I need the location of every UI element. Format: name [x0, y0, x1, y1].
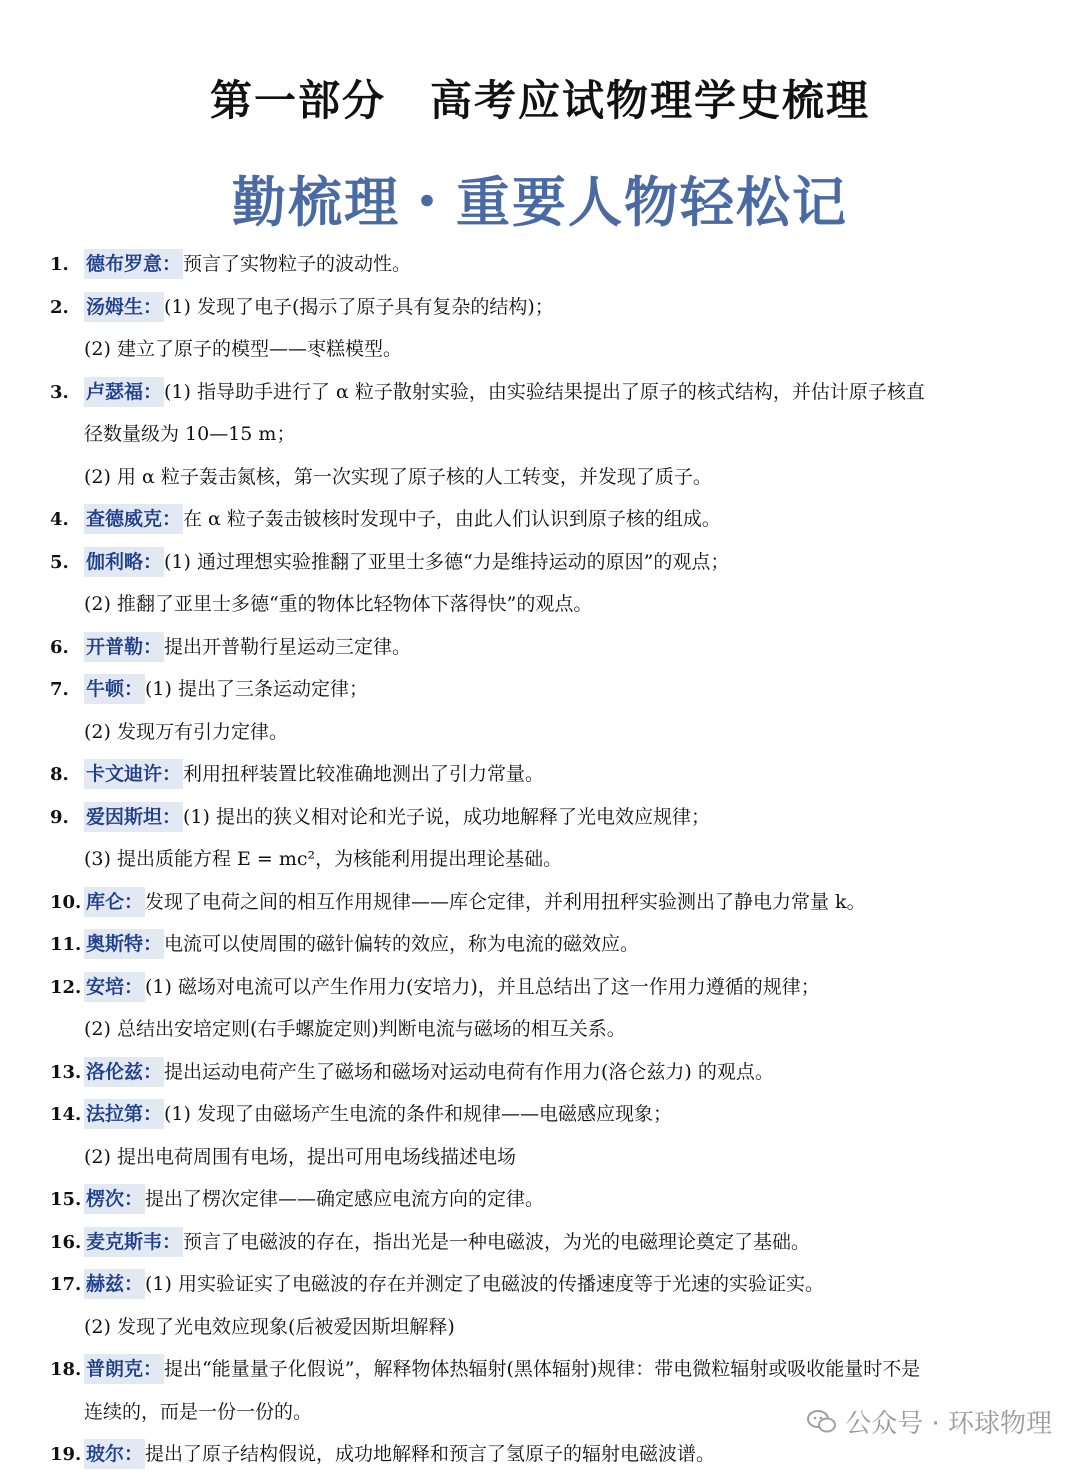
item-number: 1.	[50, 254, 69, 275]
physicist-name: 普朗克：	[84, 1354, 164, 1384]
physicist-name: 库仑：	[84, 887, 145, 917]
physicist-name: 赫兹：	[84, 1269, 145, 1299]
item-text: (3) 提出质能方程 E = mc²，为核能利用提出理论基础。	[84, 848, 563, 870]
item-text: (1) 发现了电子(揭示了原子具有复杂的结构)；	[164, 295, 554, 318]
item-text: 发现了电荷之间的相互作用规律——库仑定律，并利用扭秤实验测出了静电力常量 k。	[145, 890, 866, 913]
item-number: 5.	[50, 551, 69, 573]
item-text: (1) 通过理想实验推翻了亚里士多德“力是维持运动的原因”的观点；	[164, 550, 730, 573]
item-text: 预言了实物粒子的波动性。	[183, 253, 412, 275]
list-item	[50, 1093, 1040, 1136]
item-text: 提出了原子结构假说，成功地解释和预言了氢原子的辐射电磁波谱。	[145, 1443, 716, 1465]
item-number: 4.	[50, 509, 69, 530]
watermark	[807, 1403, 1052, 1440]
list-item-continuation	[50, 1136, 1040, 1179]
list-item-continuation	[50, 711, 1040, 754]
item-text: (2) 发现万有引力定律。	[84, 720, 288, 743]
wechat-icon	[807, 1409, 837, 1435]
physicist-name: 楞次：	[84, 1184, 145, 1214]
physicist-name: 麦克斯韦：	[84, 1227, 183, 1257]
item-number: 13.	[50, 1061, 82, 1083]
list-item	[50, 286, 1040, 329]
item-text: (1) 用实验证实了电磁波的存在并测定了电磁波的传播速度等于光速的实验证实。	[145, 1273, 824, 1295]
physicist-name: 查德威克：	[84, 504, 183, 534]
list-item	[50, 626, 1040, 669]
list-item-continuation	[50, 583, 1040, 626]
physicist-name: 汤姆生：	[84, 292, 164, 322]
physicist-name: 牛顿：	[84, 674, 145, 704]
item-number: 3.	[50, 381, 69, 403]
physicist-name: 爱因斯坦：	[84, 802, 183, 832]
physicist-name: 卡文迪许：	[84, 759, 183, 789]
physicist-name: 德布罗意：	[84, 249, 183, 279]
item-text: (1) 提出的狭义相对论和光子说，成功地解释了光电效应规律；	[183, 805, 710, 828]
item-text: 利用扭秤装置比较准确地测出了引力常量。	[183, 763, 545, 785]
list-item	[50, 966, 1040, 1009]
item-number: 10.	[50, 891, 82, 913]
item-number: 17.	[50, 1274, 82, 1295]
page-title: 第一部分 高考应试物理学史梳理	[209, 76, 870, 125]
item-number: 15.	[50, 1189, 82, 1210]
physicist-name: 法拉第：	[84, 1099, 164, 1129]
item-text: (2) 总结出安培定则(右手螺旋定则)判断电流与磁场的相互关系。	[84, 1018, 626, 1040]
item-text: (2) 建立了原子的模型——枣糕模型。	[84, 338, 402, 360]
item-text: 径数量级为 10—15 m；	[84, 423, 296, 445]
physicist-list	[50, 243, 1040, 1476]
list-item	[50, 498, 1040, 541]
list-item-continuation	[50, 413, 1040, 456]
item-text: (1) 磁场对电流可以产生作用力(安培力)，并且总结出了这一作用力遵循的规律；	[145, 975, 820, 998]
item-text: (1) 提出了三条运动定律；	[145, 678, 368, 700]
list-item	[50, 753, 1040, 796]
item-number: 16.	[50, 1231, 82, 1253]
item-text: 提出了楞次定律——确定感应电流方向的定律。	[145, 1188, 545, 1210]
item-number: 6.	[50, 636, 69, 658]
item-text: (2) 用 α 粒子轰击氮核，第一次实现了原子核的人工转变，并发现了质子。	[84, 465, 712, 488]
physicist-name: 开普勒：	[84, 632, 164, 662]
list-item-continuation	[50, 328, 1040, 371]
list-item	[50, 1348, 1040, 1391]
list-item	[50, 371, 1040, 414]
watermark-text: 公众号 · 环球物理	[845, 1409, 1052, 1439]
list-item	[50, 1178, 1040, 1221]
section-subtitle: 勤梳理・重要人物轻松记	[232, 171, 848, 234]
item-text: 电流可以使周围的磁针偏转的效应，称为电流的磁效应。	[164, 933, 640, 955]
item-text: 提出“能量量子化假说”，解释物体热辐射(黑体辐射)规律：带电微粒辐射或吸收能量时不是	[164, 1358, 921, 1380]
item-number: 7.	[50, 679, 69, 700]
item-number: 19.	[50, 1444, 82, 1465]
physicist-name: 奥斯特：	[84, 929, 164, 959]
item-number: 8.	[50, 764, 69, 785]
physicist-name: 卢瑟福：	[84, 377, 164, 407]
list-item	[50, 881, 1040, 924]
list-item	[50, 668, 1040, 711]
item-text: 连续的，而是一份一份的。	[84, 1400, 313, 1423]
list-item-continuation	[50, 838, 1040, 881]
item-text: (2) 推翻了亚里士多德“重的物体比轻物体下落得快”的观点。	[84, 593, 593, 615]
item-number: 12.	[50, 976, 82, 998]
physicist-name: 安培：	[84, 972, 145, 1002]
item-text: (2) 提出电荷周围有电场，提出可用电场线描述电场	[84, 1145, 516, 1168]
list-item	[50, 796, 1040, 839]
list-item-continuation	[50, 1008, 1040, 1051]
item-number: 14.	[50, 1104, 82, 1125]
list-item	[50, 1263, 1040, 1306]
item-number: 9.	[50, 806, 69, 828]
physicist-name: 玻尔：	[84, 1439, 145, 1469]
item-number: 2.	[50, 296, 69, 318]
list-item	[50, 923, 1040, 966]
item-text: 提出开普勒行星运动三定律。	[164, 635, 412, 658]
item-text: (2) 发现了光电效应现象(后被爱因斯坦解释)	[84, 1315, 455, 1338]
list-item-continuation	[50, 1306, 1040, 1349]
physicist-name: 洛伦兹：	[84, 1057, 164, 1087]
item-text: (1) 指导助手进行了 α 粒子散射实验，由实验结果提出了原子的核式结构，并估计原子核直	[164, 380, 925, 403]
item-text: 在 α 粒子轰击铍核时发现中子，由此人们认识到原子核的组成。	[183, 508, 721, 530]
list-item	[50, 1051, 1040, 1094]
list-item-continuation	[50, 456, 1040, 499]
item-number: 18.	[50, 1359, 82, 1380]
item-number: 11.	[50, 934, 82, 955]
physicist-name: 伽利略：	[84, 547, 164, 577]
list-item	[50, 1221, 1040, 1264]
list-item	[50, 243, 1040, 286]
item-text: (1) 发现了由磁场产生电流的条件和规律——电磁感应现象；	[164, 1103, 672, 1125]
item-text: 预言了电磁波的存在，指出光是一种电磁波，为光的电磁理论奠定了基础。	[183, 1230, 811, 1253]
list-item	[50, 541, 1040, 584]
item-text: 提出运动电荷产生了磁场和磁场对运动电荷有作用力(洛仑兹力) 的观点。	[164, 1060, 774, 1083]
